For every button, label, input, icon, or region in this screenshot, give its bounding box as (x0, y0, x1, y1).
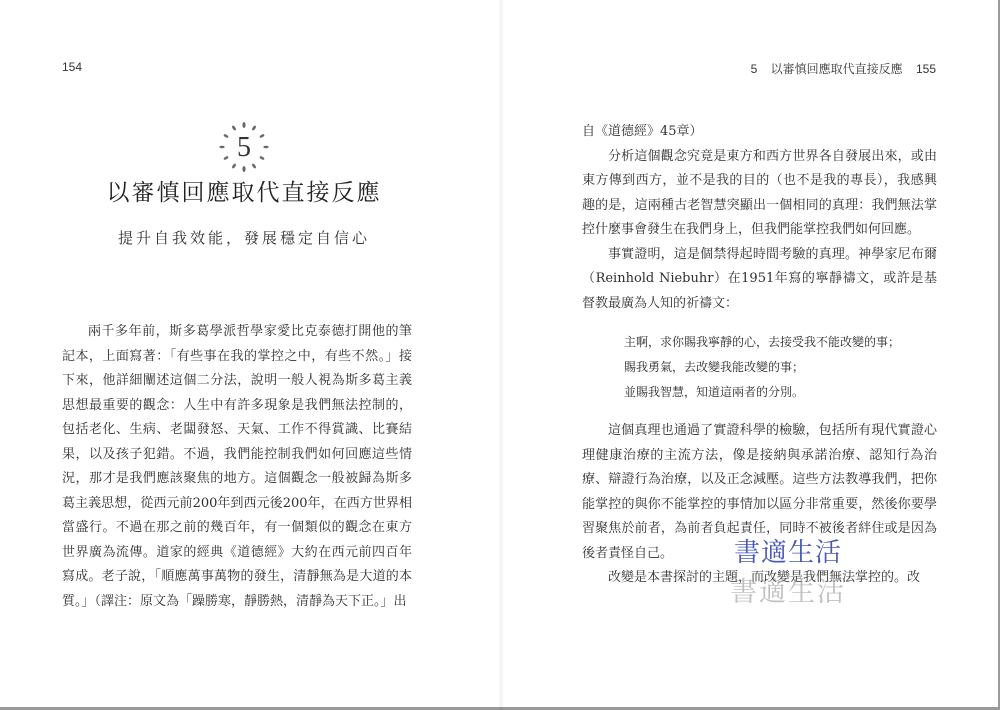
body-paragraph: 分析這個觀念究竟是東方和西方世界各自發展出來，或由東方傳到西方，並不是我的目的（也不是我的專長），我感興趣的是，這兩種古老智慧突顯出一個相同的真理：我們無法掌控什麼事會發生在我們身上，但我們能掌控我們如何回應。 (582, 148, 937, 237)
running-head-title: 以審慎回應取代直接反應 (770, 62, 903, 76)
left-page-body (62, 320, 412, 614)
chapter-number: 5 (237, 132, 251, 163)
right-page-body (582, 120, 937, 591)
body-paragraph: 改變是本書探討的主題，而改變是我們無法掌控的。改 (608, 570, 921, 585)
right-page-number: 155 (915, 62, 936, 76)
running-head-chapter: 5 (750, 62, 758, 76)
prayer-line: 賜我勇氣，去改變我能改變的事； (624, 360, 805, 374)
book-spine (498, 0, 504, 710)
running-head (751, 60, 936, 77)
continuation-text: 自《道德經》45章） (582, 124, 703, 139)
body-paragraph: 這個真理也通過了實證科學的檢驗，包括所有現代實證心理健康治療的主流方法，像是接納與承諾治療、認知行為治療、辯證行為治療，以及正念減壓。這些方法教導我們，把你能掌控的與你不能掌控的事情加以區分非常重要，然後你要學習聚焦於前者，為前者負起責任，同時不被後者絆住或是因為後者責怪自己。 (582, 423, 937, 561)
watermark-gray: 書適生活 (730, 577, 846, 608)
left-page-number: 154 (62, 60, 83, 74)
chapter-title: 以審慎回應取代直接反應 (106, 180, 382, 206)
prayer-line: 主啊，求你賜我寧靜的心，去接受我不能改變的事； (624, 335, 901, 349)
serenity-prayer (582, 330, 937, 405)
watermark-blue: 書適生活 (734, 538, 843, 568)
chapter-subtitle: 提升自我效能，發展穩定自信心 (117, 229, 370, 247)
body-paragraph: 事實證明，這是個禁得起時間考驗的真理。神學家尼布爾（Reinhold Niebuhr）在1951年寫的寧靜禱文，或許是基督教最廣為人知的祈禱文： (582, 246, 937, 311)
prayer-line: 並賜我智慧，知道這兩者的分別。 (624, 385, 805, 399)
body-paragraph: 兩千多年前，斯多葛學派哲學家愛比克泰德打開他的筆記本，上面寫著：「有些事在我的掌控之中，有些不然。」接下來，他詳細闡述這個二分法，說明一般人視為斯多葛主義思想最重要的觀念：人生中有許多現象是我們無法控制的，包括老化、生病、老闆發怒、天氣、工作不得賞識、比賽結果，以及孩子犯錯。不過，我們能控制我們如何回應這些情況，那才是我們應該聚焦的地方。這個觀念一般被歸為斯多葛主義思想，從西元前200年到西元後200年，在西方世界相當盛行。不過在那之前的幾百年，有一個類似的觀念在東方世界廣為流傳。道家的經典《道德經》大約在西元前四百年寫成。老子說，「順應萬事萬物的發生，清靜無為是大道的本質。」（譯注：原文為「躁勝寒，靜勝熱，清靜為天下正。」出 (62, 324, 412, 609)
